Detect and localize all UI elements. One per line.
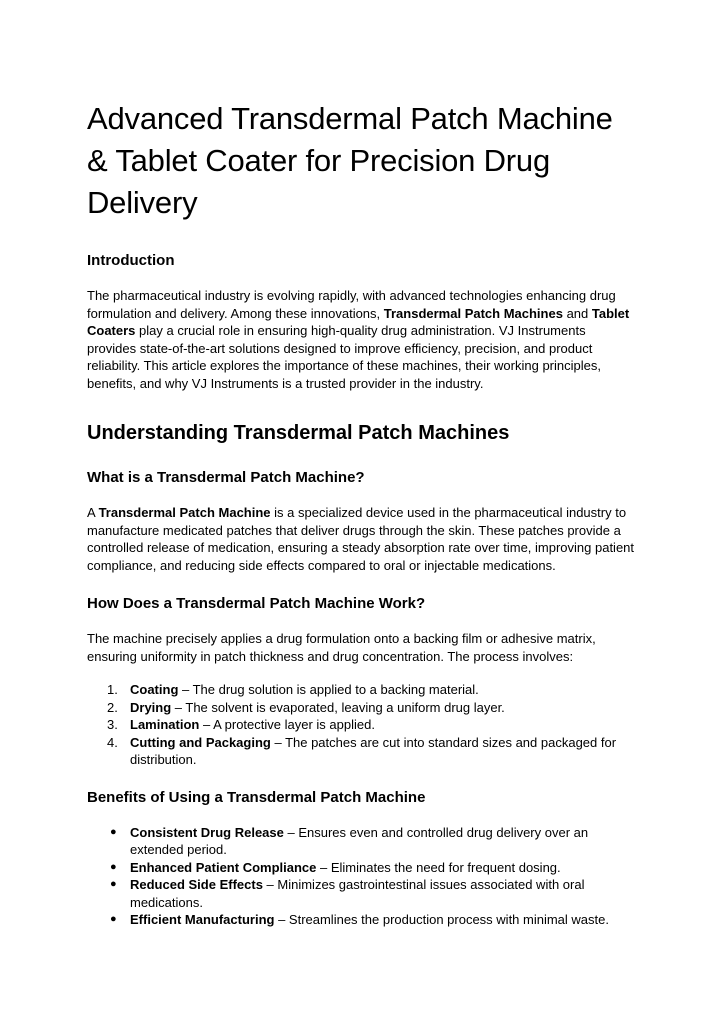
benefit-desc: – Streamlines the production process with minimal waste. xyxy=(274,912,609,927)
intro-text-1: The pharmaceutical industry is evolving rapidly, with advanced technologies enhancing drug formulation and delivery. Among these innovations, xyxy=(87,288,616,321)
how-paragraph: The machine precisely applies a drug formulation onto a backing film or adhesive matrix, ensuring uniformity in patch thickness and drug concentration. The process involves: xyxy=(87,631,596,664)
intro-text-2: and xyxy=(562,305,592,321)
list-item xyxy=(87,681,635,699)
list-item xyxy=(87,859,635,877)
benefits-list xyxy=(87,824,635,929)
benefits-heading: Benefits of Using a Transdermal Patch Machine xyxy=(87,788,426,806)
intro-text-3: play a crucial role in ensuring high-quality drug administration. VJ Instruments provides state-of-the-art solutions designed to improve efficiency, precision, and product reliability. This article explores the importance of these machines, their working principles, benefits, and why VJ Instruments is a trusted provider in the industry. xyxy=(87,323,601,391)
step-desc: – The patches are cut into standard sizes and packaged for distribution. xyxy=(130,734,617,767)
list-number: 2. xyxy=(107,699,118,715)
benefit-term: Enhanced Patient Compliance xyxy=(130,859,317,875)
how-heading: How Does a Transdermal Patch Machine Work? xyxy=(87,595,426,612)
bullet-icon: ● xyxy=(110,878,117,890)
step-term: Lamination xyxy=(130,717,200,732)
what-heading: What is a Transdermal Patch Machine? xyxy=(87,469,365,486)
bullet-icon: ● xyxy=(110,860,117,873)
intro-heading: Introduction xyxy=(87,252,175,269)
bullet-icon: ● xyxy=(110,913,117,925)
list-item xyxy=(87,824,635,859)
section-heading: Understanding Transdermal Patch Machines xyxy=(87,422,510,444)
step-desc: – The solvent is evaporated, leaving a uniform drug layer. xyxy=(171,699,505,715)
list-number: 1. xyxy=(107,682,118,697)
what-bold-1: Transdermal Patch Machine xyxy=(98,505,271,520)
list-item xyxy=(87,716,635,734)
intro-bold-2: Tablet Coaters xyxy=(87,305,630,338)
list-item xyxy=(87,911,635,929)
intro-bold-1: Transdermal Patch Machines xyxy=(383,305,563,321)
step-desc: – The drug solution is applied to a backing material. xyxy=(178,682,479,697)
benefit-term: Reduced Side Effects xyxy=(130,877,263,892)
step-term: Coating xyxy=(130,682,179,697)
list-number: 3. xyxy=(107,717,118,732)
list-item xyxy=(87,699,635,717)
list-item xyxy=(87,734,635,769)
what-paragraph xyxy=(87,504,635,574)
list-number: 4. xyxy=(107,734,118,750)
what-text-2: is a specialized device used in the pharmaceutical industry to manufacture medicated patches that deliver drugs through the skin. These patches provide a controlled release of medication, ensuring a steady absorption rate over time, improving patient compliance, and reducing side effects compared to oral or injectable medications. xyxy=(87,505,635,573)
step-term: Drying xyxy=(130,699,172,715)
benefit-desc: – Minimizes gastrointestinal issues associated with oral medications. xyxy=(130,877,585,910)
benefit-desc: – Eliminates the need for frequent dosing. xyxy=(316,859,561,875)
what-text-1: A xyxy=(87,505,99,520)
benefit-desc: – Ensures even and controlled drug delivery over an extended period. xyxy=(130,824,589,857)
intro-paragraph xyxy=(87,287,635,392)
page-title: Advanced Transdermal Patch Machine & Tablet Coater for Precision Drug Delivery xyxy=(87,101,613,220)
benefit-term: Efficient Manufacturing xyxy=(130,912,275,927)
step-term: Cutting and Packaging xyxy=(130,734,271,750)
list-item xyxy=(87,876,635,911)
bullet-icon: ● xyxy=(110,825,117,838)
document-page xyxy=(87,98,635,929)
process-steps-list xyxy=(87,681,635,769)
step-desc: – A protective layer is applied. xyxy=(199,717,375,732)
benefit-term: Consistent Drug Release xyxy=(130,824,284,840)
